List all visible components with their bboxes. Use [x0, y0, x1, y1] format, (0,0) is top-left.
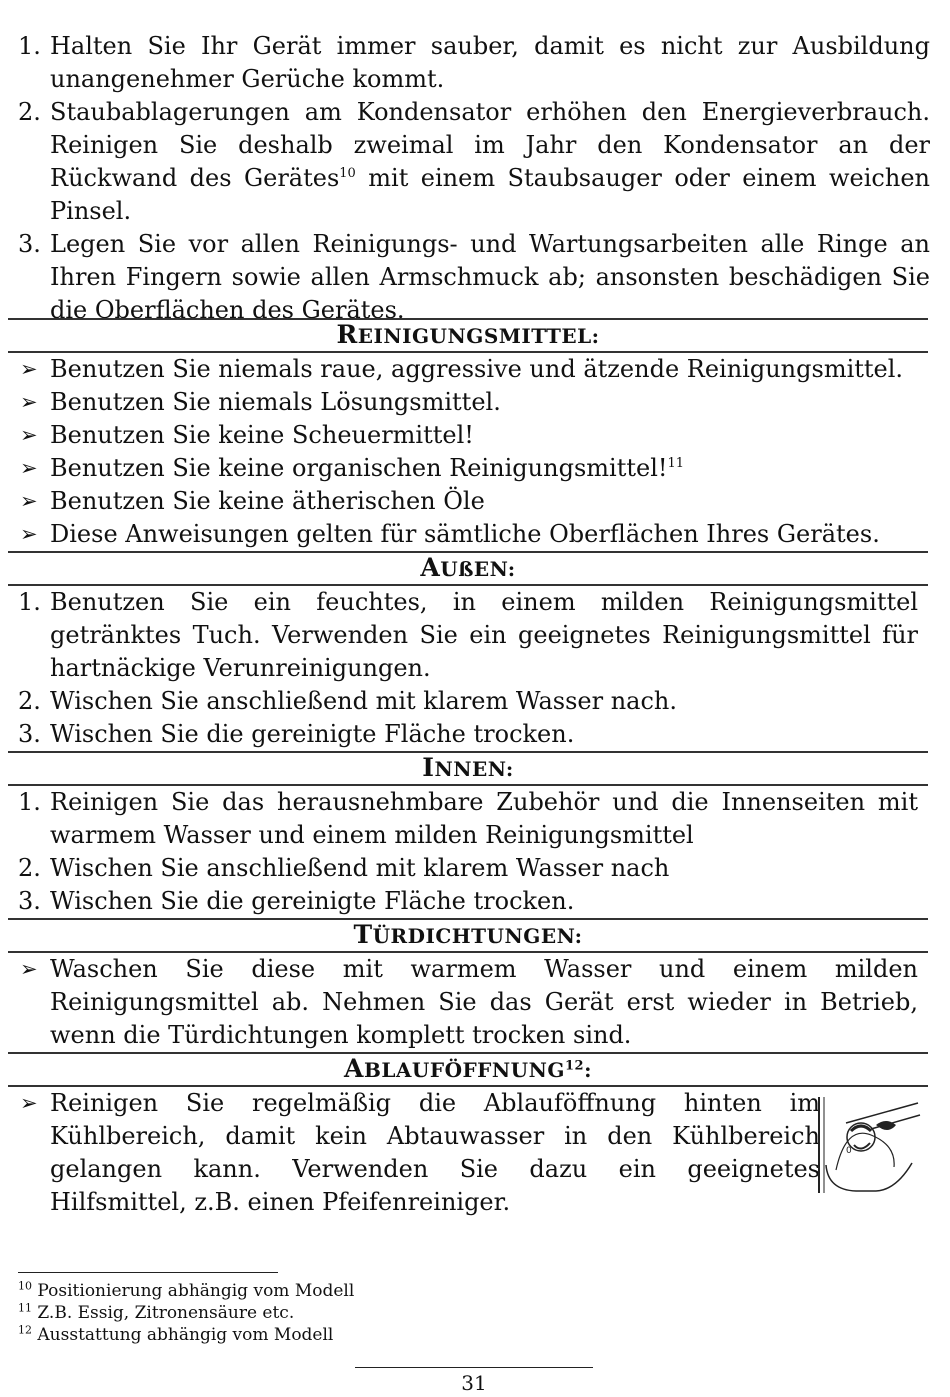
- arrow-bullet-icon: ➢: [20, 1091, 38, 1115]
- item-number: 1.: [18, 788, 41, 816]
- footnote-divider: [18, 1272, 278, 1273]
- item-text-part: mit einem Staubsauger oder einem weichen Pinsel.: [50, 164, 930, 225]
- item-text: Diese Anweisungen gelten für sämtliche Oberflächen Ihres Gerätes.: [50, 520, 880, 548]
- drain-cleaning-illustration: [816, 1095, 926, 1195]
- item-text: Benutzen Sie keine ätherischen Öle: [50, 487, 485, 515]
- item-text: Waschen Sie diese mit warmem Wasser und einem milden Reinigungsmittel ab. Nehmen Sie das Gerät erst wieder in Betrieb, wenn die Türdichtungen komplett trocken sind.: [50, 955, 918, 1049]
- item-text: Reinigen Sie regelmäßig die Ablauföffnung hinten im Kühlbereich, damit kein Abtauwasser in den Kühlbereich gelangen kann. Verwenden Sie dazu ein geeignetes Hilfsmittel, z.B. einen Pfeifenreiniger.: [50, 1089, 820, 1216]
- item-text: [50, 96, 930, 228]
- arrow-bullet-icon: ➢: [20, 390, 38, 414]
- item-text: Halten Sie Ihr Gerät immer sauber, damit es nicht zur Ausbildung unangenehmer Gerüche kommt.: [50, 32, 930, 93]
- item-text: Legen Sie vor allen Reinigungs- und Wartungsarbeiten alle Ringe an Ihren Fingern sowie allen Armschmuck ab; ansonsten beschädigen Sie die Oberflächen des Gerätes.: [50, 230, 930, 324]
- list-item: [18, 518, 918, 551]
- arrow-bullet-icon: ➢: [20, 489, 38, 513]
- arrow-bullet-icon: ➢: [20, 522, 38, 546]
- illustration-marker-icon: 0: [846, 1146, 852, 1156]
- item-text: Benutzen Sie ein feuchtes, in einem milden Reinigungsmittel getränktes Tuch. Verwenden Sie ein geeignetes Reinigungsmittel für hartnäckige Verunreinigungen.: [50, 588, 918, 682]
- item-text: Wischen Sie die gereinigte Fläche trocken.: [50, 887, 575, 915]
- item-text: Benutzen Sie niemals raue, aggressive und ätzende Reinigungsmittel.: [50, 355, 904, 383]
- section-body-cleaning-agents: [8, 353, 928, 551]
- section-body-inside: [8, 786, 928, 918]
- list-item: [18, 852, 918, 885]
- list-item: [18, 685, 918, 718]
- list-item: [18, 953, 918, 1052]
- list-item: [18, 485, 918, 518]
- item-number: 1.: [18, 588, 41, 616]
- list-item: [18, 96, 930, 228]
- item-number: 3.: [18, 887, 41, 915]
- section-heading-cleaning-agents: REINIGUNGSMITTEL:: [8, 318, 928, 353]
- list-item: [18, 228, 930, 327]
- item-text-part: Staubablagerungen am Kondensator erhöhen den Energieverbrauch. Reinigen Sie deshalb zweimal im Jahr den Kondensator an der Rückwand des Gerätes: [50, 98, 930, 192]
- section-heading-door-seals: TÜRDICHTUNGEN:: [8, 918, 928, 953]
- section-body-drain: [8, 1087, 928, 1219]
- footnote-ref: 12: [564, 1058, 585, 1074]
- footnote: $^{10}$ Positionierung abhängig vom Modell: [18, 1279, 355, 1301]
- page-number-divider: [355, 1367, 593, 1368]
- section-heading-drain: ABLAUFÖFFNUNG$^{12}$:: [8, 1052, 928, 1087]
- item-number: 3.: [18, 720, 41, 748]
- item-text: Wischen Sie die gereinigte Fläche trocken.: [50, 720, 575, 748]
- item-number: 1.: [18, 32, 41, 60]
- list-item: [18, 419, 918, 452]
- list-item: [18, 586, 918, 685]
- page-number: 31: [461, 1371, 487, 1395]
- arrow-bullet-icon: ➢: [20, 456, 38, 480]
- section-heading-inside: INNEN:: [8, 751, 928, 786]
- list-item: [18, 452, 918, 485]
- list-item: [18, 30, 930, 96]
- section-heading-outside: AUßEN:: [8, 551, 928, 586]
- item-number: 2.: [18, 854, 41, 882]
- list-item: [18, 718, 918, 751]
- footnote-ref: 11: [667, 456, 685, 471]
- cleaning-sections: [8, 318, 928, 1219]
- item-text: Wischen Sie anschließend mit klarem Wasser nach: [50, 854, 670, 882]
- footnotes: [18, 1280, 618, 1346]
- section-body-outside: [8, 586, 928, 751]
- item-number: 2.: [18, 687, 41, 715]
- item-text: Wischen Sie anschließend mit klarem Wasser nach.: [50, 687, 678, 715]
- arrow-bullet-icon: ➢: [20, 423, 38, 447]
- list-item: [18, 1087, 820, 1219]
- item-text: Benutzen Sie keine Scheuermittel!: [50, 421, 474, 449]
- item-text: Benutzen Sie keine organischen Reinigungsmittel!$^{11}$: [50, 454, 685, 482]
- footnote: $^{11}$ Z.B. Essig, Zitronensäure etc.: [18, 1301, 295, 1323]
- intro-list: [18, 30, 930, 327]
- list-item: [18, 786, 918, 852]
- item-number: 2.: [18, 98, 41, 126]
- arrow-bullet-icon: ➢: [20, 957, 38, 981]
- list-item: [18, 353, 918, 386]
- footnote: $^{12}$ Ausstattung abhängig vom Modell: [18, 1323, 334, 1345]
- list-item: [18, 386, 918, 419]
- item-text: Benutzen Sie niemals Lösungsmittel.: [50, 388, 501, 416]
- section-body-door-seals: [8, 953, 928, 1052]
- arrow-bullet-icon: ➢: [20, 357, 38, 381]
- footnote-ref: 10: [339, 166, 356, 181]
- list-item: [18, 885, 918, 918]
- item-text: Reinigen Sie das herausnehmbare Zubehör und die Innenseiten mit warmem Wasser und einem milden Reinigungsmittel: [50, 788, 918, 849]
- item-number: 3.: [18, 230, 41, 258]
